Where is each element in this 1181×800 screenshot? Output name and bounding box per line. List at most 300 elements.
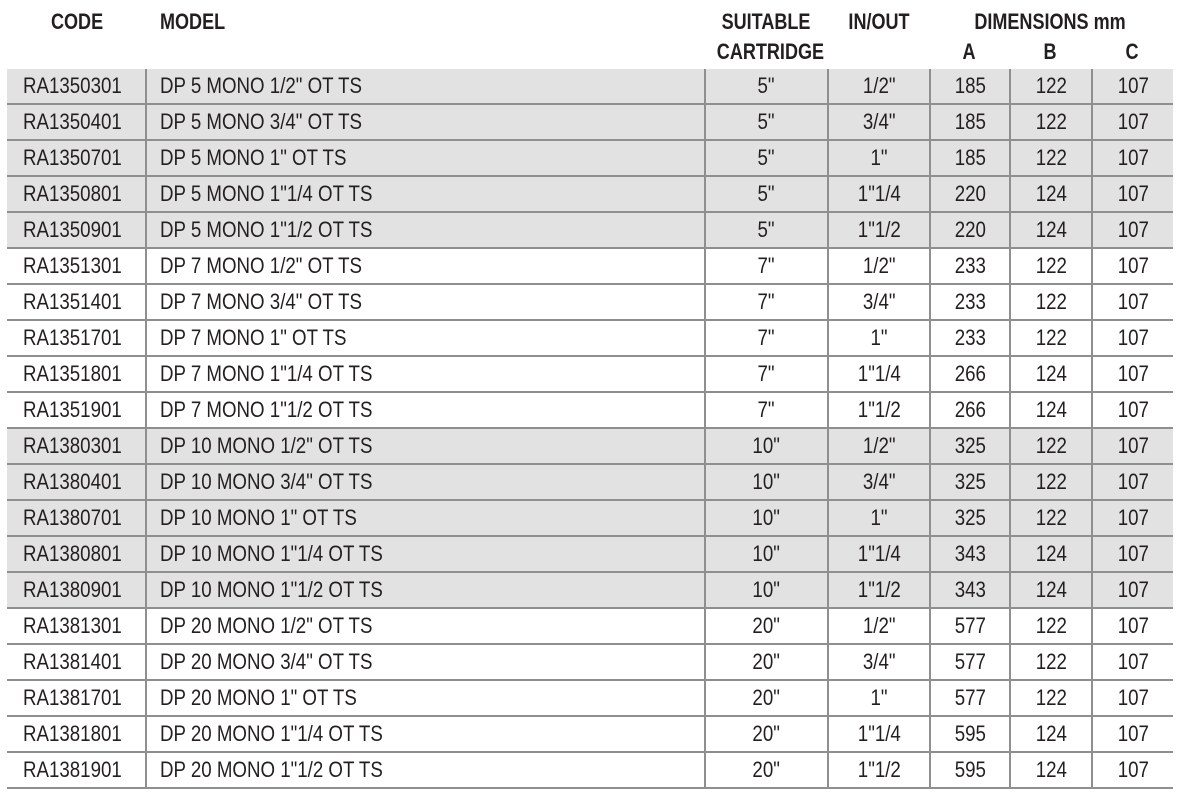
cell-inout-text: 1/2" [862,73,896,98]
cell-dim-a-text: 595 [954,757,986,782]
cell-dim-c-text: 107 [1117,469,1149,494]
table-row [7,392,1173,428]
cell-model [146,608,705,644]
cell-dim-a-text: 233 [954,325,986,350]
cell-cartridge-text: 7" [757,361,776,386]
header-code: CODE [51,9,104,34]
cell-model [146,320,705,356]
table-row [7,284,1173,320]
table-row [7,320,1173,356]
cell-cartridge-text: 10" [752,505,781,530]
cell-dim-a-text: 577 [954,685,986,710]
cell-dim-c-text: 107 [1117,505,1149,530]
cell-dim-b [1010,69,1092,104]
cell-dim-b [1010,464,1092,500]
cell-dim-b-text: 124 [1035,397,1067,422]
cell-cartridge [705,680,828,716]
cell-dim-c [1092,320,1173,356]
cell-model [146,140,705,176]
cell-dim-b [1010,176,1092,212]
cell-model [146,536,705,572]
cell-inout [828,212,930,248]
cell-code-text: RA1380301 [23,433,122,458]
cell-inout [828,536,930,572]
cell-inout-text: 3/4" [862,109,896,134]
cell-dim-b [1010,428,1092,464]
cell-cartridge [705,716,828,752]
cell-inout-text: 1" [870,145,888,170]
cell-dim-c [1092,69,1173,104]
cell-dim-b-text: 122 [1035,289,1067,314]
cell-code [7,752,146,788]
cell-code-text: RA1381301 [23,613,122,638]
cell-inout-text: 1"1/4 [857,181,901,206]
cell-code-text: RA1381701 [23,685,122,710]
cell-code [7,320,146,356]
cell-dim-a [930,212,1010,248]
cell-model-text: DP 20 MONO 1" OT TS [160,685,357,710]
cell-dim-c-text: 107 [1117,217,1149,242]
cell-dim-c [1092,752,1173,788]
cell-code [7,428,146,464]
table-row [7,536,1173,572]
cell-inout [828,428,930,464]
cell-inout [828,608,930,644]
cell-dim-b [1010,680,1092,716]
cell-dim-b-text: 122 [1035,73,1067,98]
cell-code [7,284,146,320]
cell-dim-a [930,248,1010,284]
cell-inout-text: 1" [870,505,888,530]
cell-code-text: RA1350301 [23,73,122,98]
cell-cartridge-text: 5" [757,109,776,134]
cell-dim-b-text: 124 [1035,217,1067,242]
cell-inout [828,104,930,140]
cell-cartridge [705,500,828,536]
cell-code [7,212,146,248]
cell-dim-b [1010,212,1092,248]
cell-dim-b [1010,356,1092,392]
cell-dim-b-text: 124 [1035,577,1067,602]
cell-dim-a [930,69,1010,104]
cell-dim-b [1010,248,1092,284]
product-table-body [7,69,1173,788]
cell-inout [828,716,930,752]
cell-model-text: DP 10 MONO 1"1/4 OT TS [160,541,383,566]
cell-dim-b-text: 122 [1035,505,1067,530]
cell-dim-a-text: 595 [954,721,986,746]
cell-dim-a-text: 220 [954,217,986,242]
cell-cartridge [705,284,828,320]
cell-cartridge-text: 5" [757,145,776,170]
cell-cartridge-text: 20" [752,649,781,674]
table-row [7,140,1173,176]
cell-code-text: RA1351401 [23,289,122,314]
cell-dim-a [930,464,1010,500]
cell-dim-b-text: 122 [1035,145,1067,170]
cell-model-text: DP 10 MONO 3/4" OT TS [160,469,373,494]
cell-code-text: RA1350701 [23,145,122,170]
cell-model [146,572,705,608]
cell-code [7,644,146,680]
cell-cartridge-text: 10" [752,541,781,566]
cell-dim-a-text: 266 [954,397,986,422]
cell-inout [828,248,930,284]
table-row [7,500,1173,536]
cell-model-text: DP 7 MONO 3/4" OT TS [160,289,363,314]
cell-dim-b-text: 122 [1035,325,1067,350]
cell-cartridge [705,69,828,104]
cell-code-text: RA1381801 [23,721,122,746]
cell-dim-b-text: 124 [1035,181,1067,206]
cell-inout-text: 3/4" [862,289,896,314]
cell-dim-a [930,104,1010,140]
cell-dim-c-text: 107 [1117,253,1149,278]
table-header [0,0,1181,69]
cell-cartridge-text: 7" [757,253,776,278]
cell-dim-c-text: 107 [1117,181,1149,206]
cell-model [146,104,705,140]
table-row [7,356,1173,392]
cell-cartridge [705,608,828,644]
cell-model-text: DP 20 MONO 1/2" OT TS [160,613,373,638]
table-row [7,176,1173,212]
cell-dim-b [1010,392,1092,428]
cell-model-text: DP 5 MONO 3/4" OT TS [160,109,363,134]
cell-code [7,608,146,644]
cell-code-text: RA1380401 [23,469,122,494]
cell-dim-a [930,500,1010,536]
cell-dim-a [930,140,1010,176]
cell-dim-c-text: 107 [1117,433,1149,458]
cell-code [7,500,146,536]
cell-dim-b-text: 122 [1035,433,1067,458]
cell-cartridge [705,752,828,788]
cell-code [7,716,146,752]
cell-dim-b-text: 122 [1035,253,1067,278]
cell-dim-b [1010,500,1092,536]
cell-dim-a [930,608,1010,644]
cell-code [7,104,146,140]
cell-dim-a [930,572,1010,608]
cell-cartridge [705,428,828,464]
cell-cartridge-text: 20" [752,685,781,710]
table-row [7,69,1173,104]
cell-dim-b-text: 122 [1035,109,1067,134]
cell-dim-b-text: 124 [1035,361,1067,386]
cell-dim-b-text: 122 [1035,649,1067,674]
cell-inout [828,69,930,104]
cell-code-text: RA1380701 [23,505,122,530]
cell-dim-b [1010,320,1092,356]
cell-dim-b [1010,608,1092,644]
cell-code-text: RA1351301 [23,253,122,278]
cell-inout [828,392,930,428]
cell-model-text: DP 5 MONO 1" OT TS [160,145,347,170]
cell-dim-c-text: 107 [1117,685,1149,710]
cell-model [146,392,705,428]
cell-dim-a-text: 185 [954,109,986,134]
cell-dim-c [1092,284,1173,320]
cell-inout-text: 1"1/4 [857,541,901,566]
cell-dim-b [1010,104,1092,140]
cell-inout-text: 1" [870,685,888,710]
cell-dim-b [1010,716,1092,752]
cell-dim-b-text: 122 [1035,469,1067,494]
cell-dim-c [1092,680,1173,716]
cell-model [146,428,705,464]
cell-model-text: DP 7 MONO 1" OT TS [160,325,347,350]
cell-dim-c-text: 107 [1117,361,1149,386]
table-row [7,248,1173,284]
cell-dim-c [1092,104,1173,140]
cell-dim-b-text: 124 [1035,757,1067,782]
cell-dim-a-text: 343 [954,577,986,602]
cell-cartridge [705,392,828,428]
cell-dim-b [1010,536,1092,572]
table-row [7,608,1173,644]
cell-dim-c [1092,176,1173,212]
cell-inout [828,500,930,536]
cell-code [7,572,146,608]
cell-dim-a-text: 185 [954,145,986,170]
cell-cartridge [705,212,828,248]
cell-code [7,392,146,428]
cell-inout-text: 3/4" [862,649,896,674]
cell-dim-c [1092,212,1173,248]
cell-code-text: RA1351901 [23,397,122,422]
cell-dim-c [1092,392,1173,428]
cell-inout-text: 1"1/4 [857,721,901,746]
table-row [7,104,1173,140]
cell-cartridge-text: 10" [752,433,781,458]
cell-dim-c [1092,140,1173,176]
cell-dim-a-text: 325 [954,433,986,458]
header-inout: IN/OUT [848,9,910,34]
cell-inout [828,176,930,212]
cell-dim-c [1092,500,1173,536]
table-row [7,752,1173,788]
cell-cartridge-text: 10" [752,577,781,602]
cell-cartridge [705,320,828,356]
cell-dim-c-text: 107 [1117,145,1149,170]
cell-code [7,356,146,392]
table-row [7,716,1173,752]
cell-dim-c [1092,356,1173,392]
cell-inout [828,464,930,500]
cell-code [7,69,146,104]
cell-cartridge [705,248,828,284]
header-cartridge: CARTRIDGE [716,39,825,64]
cell-dim-a [930,680,1010,716]
cell-cartridge-text: 20" [752,613,781,638]
cell-dim-c [1092,608,1173,644]
cell-model [146,176,705,212]
cell-cartridge [705,356,828,392]
cell-cartridge-text: 5" [757,217,776,242]
cell-model [146,644,705,680]
cell-model [146,680,705,716]
header-dim-c: C [1125,39,1139,64]
cell-inout [828,572,930,608]
cell-cartridge [705,464,828,500]
cell-model-text: DP 7 MONO 1"1/4 OT TS [160,361,373,386]
cell-dim-a [930,752,1010,788]
cell-dim-c-text: 107 [1117,397,1149,422]
cell-code-text: RA1381901 [23,757,122,782]
cell-code-text: RA1380801 [23,541,122,566]
cell-model-text: DP 10 MONO 1/2" OT TS [160,433,373,458]
cell-inout-text: 1" [870,325,888,350]
cell-dim-c-text: 107 [1117,541,1149,566]
cell-dim-c-text: 107 [1117,649,1149,674]
cell-model-text: DP 20 MONO 3/4" OT TS [160,649,373,674]
cell-model-text: DP 5 MONO 1"1/4 OT TS [160,181,373,206]
cell-dim-a-text: 266 [954,361,986,386]
cell-dim-c-text: 107 [1117,577,1149,602]
cell-dim-c [1092,572,1173,608]
cell-cartridge-text: 7" [757,397,776,422]
cell-model [146,464,705,500]
cell-inout-text: 1/2" [862,433,896,458]
cell-dim-c [1092,644,1173,680]
cell-code-text: RA1380901 [23,577,122,602]
cell-dim-a [930,176,1010,212]
cell-dim-a [930,428,1010,464]
cell-model [146,284,705,320]
cell-model [146,500,705,536]
cell-inout [828,320,930,356]
cell-code-text: RA1350801 [23,181,122,206]
cell-cartridge-text: 10" [752,469,781,494]
cell-dim-b [1010,572,1092,608]
cell-inout [828,752,930,788]
cell-inout-text: 1"1/2 [857,757,901,782]
product-table [7,69,1173,789]
cell-dim-c-text: 107 [1117,73,1149,98]
cell-inout-text: 1/2" [862,253,896,278]
cell-dim-c [1092,716,1173,752]
cell-dim-b-text: 124 [1035,541,1067,566]
cell-inout [828,644,930,680]
cell-dim-a [930,320,1010,356]
cell-inout [828,356,930,392]
table-row [7,680,1173,716]
cell-inout-text: 1/2" [862,613,896,638]
cell-cartridge-text: 5" [757,73,776,98]
cell-dim-b [1010,140,1092,176]
cell-dim-c-text: 107 [1117,325,1149,350]
cell-dim-c-text: 107 [1117,721,1149,746]
cell-dim-a-text: 577 [954,613,986,638]
cell-code-text: RA1351801 [23,361,122,386]
cell-code-text: RA1350901 [23,217,122,242]
cell-dim-a [930,392,1010,428]
cell-inout-text: 1"1/2 [857,397,901,422]
header-model: MODEL [160,9,226,34]
cell-cartridge [705,104,828,140]
cell-dim-c [1092,428,1173,464]
cell-cartridge-text: 20" [752,757,781,782]
cell-model-text: DP 5 MONO 1"1/2 OT TS [160,217,373,242]
header-dim-a: A [962,39,976,64]
cell-dim-c-text: 107 [1117,613,1149,638]
cell-code [7,248,146,284]
cell-dim-a [930,356,1010,392]
table-row [7,428,1173,464]
cell-code [7,176,146,212]
cell-inout-text: 1"1/4 [857,361,901,386]
cell-inout-text: 3/4" [862,469,896,494]
table-row [7,212,1173,248]
header-dim-b: B [1043,39,1057,64]
cell-dim-c-text: 107 [1117,289,1149,314]
cell-model-text: DP 20 MONO 1"1/4 OT TS [160,721,383,746]
cell-code [7,140,146,176]
cell-code [7,536,146,572]
header-suitable: SUITABLE [721,9,811,34]
cell-inout [828,284,930,320]
cell-dim-a-text: 577 [954,649,986,674]
cell-model [146,69,705,104]
cell-dim-a [930,716,1010,752]
cell-dim-a-text: 233 [954,289,986,314]
cell-model [146,248,705,284]
table-row [7,644,1173,680]
cell-code-text: RA1350401 [23,109,122,134]
cell-dim-a [930,284,1010,320]
cell-code-text: RA1351701 [23,325,122,350]
cell-cartridge [705,572,828,608]
cell-dim-c-text: 107 [1117,109,1149,134]
cell-cartridge [705,536,828,572]
cell-cartridge [705,140,828,176]
cell-inout-text: 1"1/2 [857,577,901,602]
cell-model [146,716,705,752]
cell-model-text: DP 10 MONO 1" OT TS [160,505,357,530]
cell-dim-c-text: 107 [1117,757,1149,782]
table-row [7,464,1173,500]
cell-dim-c [1092,464,1173,500]
cell-inout [828,140,930,176]
cell-dim-b-text: 124 [1035,721,1067,746]
cell-model-text: DP 20 MONO 1"1/2 OT TS [160,757,383,782]
cell-cartridge-text: 20" [752,721,781,746]
cell-cartridge [705,644,828,680]
cell-cartridge-text: 7" [757,325,776,350]
cell-cartridge-text: 5" [757,181,776,206]
cell-model [146,752,705,788]
cell-dim-b-text: 122 [1035,685,1067,710]
cell-dim-b [1010,284,1092,320]
cell-cartridge [705,176,828,212]
cell-cartridge-text: 7" [757,289,776,314]
cell-code [7,680,146,716]
cell-dim-a-text: 343 [954,541,986,566]
cell-dim-c [1092,536,1173,572]
cell-inout [828,680,930,716]
cell-model-text: DP 7 MONO 1"1/2 OT TS [160,397,373,422]
cell-code-text: RA1381401 [23,649,122,674]
cell-dim-a-text: 220 [954,181,986,206]
cell-dim-a-text: 325 [954,505,986,530]
cell-dim-a-text: 185 [954,73,986,98]
cell-dim-c [1092,248,1173,284]
cell-inout-text: 1"1/2 [857,217,901,242]
header-dimensions: DIMENSIONS mm [974,9,1126,34]
cell-model-text: DP 7 MONO 1/2" OT TS [160,253,363,278]
cell-dim-a [930,536,1010,572]
